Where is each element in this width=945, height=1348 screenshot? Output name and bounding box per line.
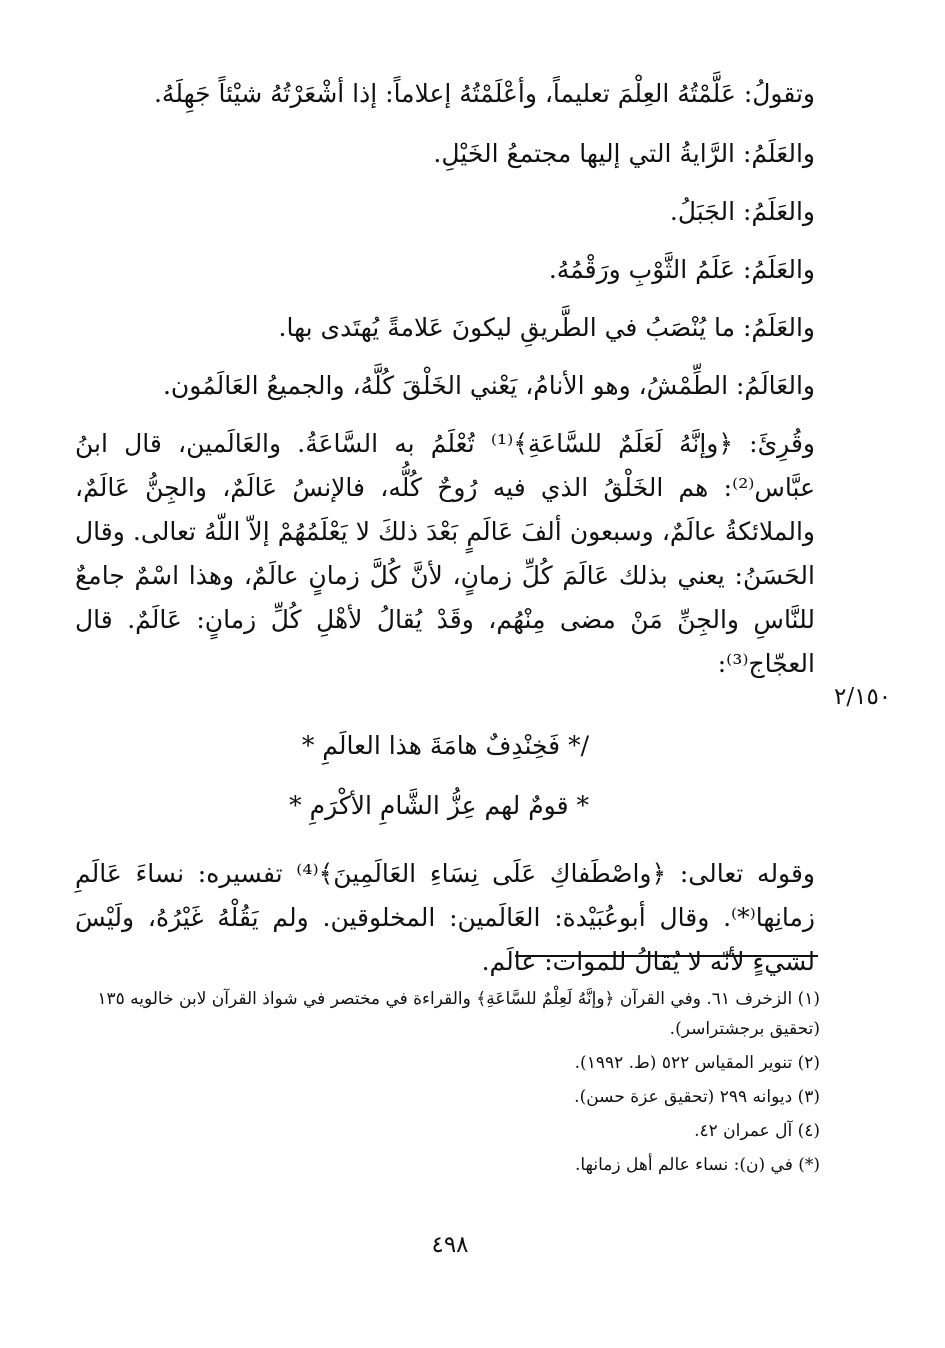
quote-paragraph: وقُرِئَ: ﴿وإنَّهُ لَعَلَمٌ للسَّاعَةِ﴾⁽¹⁾ تُعْلَمُ به السَّاعَةُ. والعَالَمين، قال ابنُ عبَّاس⁽²⁾: هم الخَلْقُ الذي فيه رُوحٌ كُلُّه، فالإنسُ عَالَمٌ، والجِنُّ عَالَمٌ، والملائكةُ عالَمٌ، وسبعون ألفَ عَالَمٍ بَعْدَ ذلكَ لا يَعْلَمُهُمْ إلاّ اللّهُ تعالى. وقال الحَسَنُ: يعني بذلك عَالَمَ كُلِّ زمانٍ، لأنَّ كُلَّ زمانٍ عالَمٌ، وهذا اسْمٌ جامعٌ للنَّاسِ والجِنِّ مَنْ مضى مِنْهُم، وقَدْ يُقالُ لأهْلِ كُلِّ زمانٍ: عَالَمٌ. قال العجّاج⁽³⁾: — [75, 429, 815, 678]
tafsir-paragraph: وقوله تعالى: ﴿واصْطَفاكِ عَلَى نِسَاءِ العَالَمِينَ﴾⁽⁴⁾ تفسيره: نساءَ عَالَمِ زمانِها⁽*⁾. وقال أبوعُبَيْدة: العَالَمين: المخلوقين. ولم يَقُلْهُ غَيْرُهُ، ولَيْسَ لشيءٍ لأنّه لا يُقالُ للموات: عالَم. — [75, 859, 815, 976]
verse-line: * قومٌ لهم عِزُّ الشَّامِ الأكْرَمِ * — [289, 791, 589, 820]
verse-line: /* فَخِنْدِفٌ هامَةَ هذا العالَمِ * — [301, 731, 589, 760]
text-line: والعَالَمُ: الطِّمْشُ، وهو الأنامُ، يَعْني الخَلْقَ كُلَّهُ، والجميعُ العَالَمُون. — [162, 371, 815, 400]
text-line: والعَلَمُ: عَلَمُ الثَّوْبِ ورَقْمُهُ. — [548, 255, 815, 284]
page-number: ٤٩٨ — [431, 1232, 469, 1258]
footnote: (٣) ديوانه ٢٩٩ (تحقيق عزة حسن). — [574, 1087, 820, 1107]
footnote: (*) في (ن): نساء عالم أهل زمانها. — [574, 1155, 820, 1175]
text-line: والعَلَمُ: الرَّايةُ التي إليها مجتمعُ الخَيْلِ. — [433, 139, 815, 168]
text-line: وتقولُ: عَلَّمْتُهُ العِلْمَ تعليماً، وأعْلَمْتُهُ إعلاماً: إذا أشْعَرْتُهُ شيْئاً جَهِلَهُ. — [153, 79, 815, 108]
margin-page-marker: ٢/١٥٠ — [834, 684, 892, 710]
footnote: (٤) آل عمران ٤٢. — [694, 1121, 820, 1141]
text-line: والعَلَمُ: الجَبَلُ. — [669, 197, 815, 226]
footnote-separator — [515, 955, 818, 957]
footnote: (١) الزخرف ٦١. وفي القرآن ﴿وإنَّهُ لَعِلْمٌ للسَّاعَةِ﴾ والقراءة في مختصر في شواذ القرآن لابن خالويه ١٣٥ (تحقيق برجشتراسر). — [97, 989, 820, 1039]
footnote: (٢) تنوير المقياس ٥٢٢ (ط. ١٩٩٢). — [574, 1053, 820, 1073]
main-text — [75, 72, 815, 998]
poetry-verses — [75, 726, 815, 826]
footnotes — [75, 984, 820, 1184]
text-line: والعَلَمُ: ما يُنْصَبُ في الطَّريقِ ليكونَ عَلامةً يُهتَدى بها. — [278, 313, 815, 342]
